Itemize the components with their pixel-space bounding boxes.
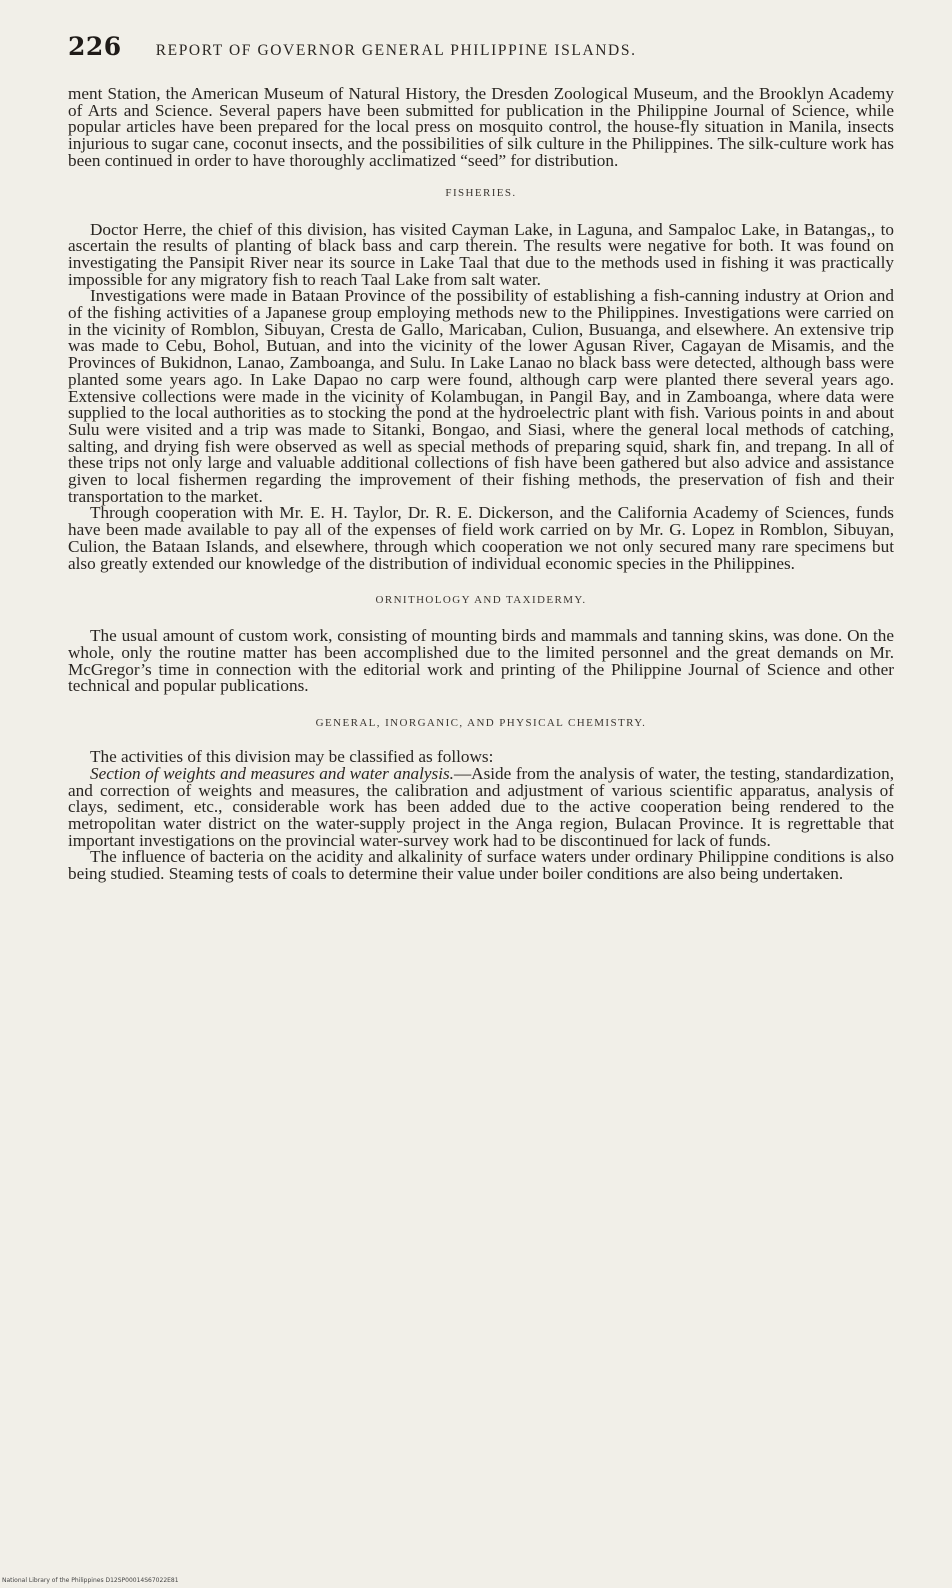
chemistry-subsection-paragraph: [68, 763, 894, 850]
section-heading-chemistry: GENERAL, INORGANIC, AND PHYSICAL CHEMISTRY.: [315, 717, 647, 730]
subsection-text: —Aside from the analysis of water, the testing, standardization, and correction of weights and measures, the calibration and adjustment of various scientific apparatus, analysis of clays, sediment, etc., considerable work has been added due to the active cooperation being rendered to the metropolitan water district on the water-supply project in the Anga region, Bulacan Province. It is regrettable that important investigations on the provincial water-survey work had to be discontinued for lack of funds.: [68, 763, 894, 850]
ornithology-paragraph-1: The usual amount of custom work, consisting of mounting birds and mammals and tanning skins, was done. On the whole, only the routine matter has been accomplished due to the limited personnel and the great demands on Mr. McGregor’s time in connection with the editorial work and printing of the Philippine Journal of Science and other technical and popular publications.: [68, 626, 894, 696]
page-header: [68, 32, 888, 64]
section-heading-ornithology: ORNITHOLOGY AND TAXIDERMY.: [375, 594, 587, 607]
page-body: [68, 86, 894, 883]
chemistry-intro-paragraph: The activities of this division may be classified as follows:: [90, 747, 494, 767]
scan-source-note: National Library of the Philippines D12SP00014S67022E81: [2, 1577, 179, 1584]
fisheries-paragraph-3: Through cooperation with Mr. E. H. Taylor, Dr. R. E. Dickerson, and the California Academy of Sciences, funds have been made available to pay all of the expenses of field work carried on by Mr. G. Lopez in Romblon, Sibuyan, Culion, the Bataan Islands, and elsewhere, through which cooperation we not only secured many rare specimens but also greatly extended our knowledge of the distribution of individual economic species in the Philippines.: [68, 503, 894, 573]
chemistry-closing-paragraph: The influence of bacteria on the acidity and alkalinity of surface waters under ordinary Philippine conditions is also being studied. Steaming tests of coals to determine their value under boiler conditions are also being undertaken.: [68, 847, 894, 884]
fisheries-paragraph-2: Investigations were made in Bataan Province of the possibility of establishing a fish-canning industry at Orion and of the fishing activities of a Japanese group employing methods new to the Philippines. Investigations were carried on in the vicinity of Romblon, Sibuyan, Cresta de Gallo, Maricaban, Culion, Busuanga, and elsewhere. An extensive trip was made to Cebu, Bohol, Butuan, and into the vicinity of the lower Agusan River, Cagayan de Misamis, and the Provinces of Bukidnon, Lanao, Zamboanga, and Sulu. In Lake Lanao no black bass were detected, although bass were planted some years ago. In Lake Dapao no carp were found, although carp were planted there several years ago. Extensive collections were made in the vicinity of Kolambugan, in Pangil Bay, and in Zamboanga, where data were supplied to the local authorities as to stocking the pond at the hydroelectric plant with fish. Various points in and about Sulu were visited and a trip was made to Sitanki, Bongao, and Siasi, where the general local methods of catching, salting, and drying fish were observed as well as special methods of preparing squid, shark fin, and trepang. In all of these trips not only large and valuable additional collections of fish have been gathered but also advice and assistance given to local fishermen regarding the improvement of their fishing methods, the preservation of fish and their transportation to the market.: [68, 286, 894, 506]
running-title: REPORT OF GOVERNOR GENERAL PHILIPPINE ISLANDS.: [155, 42, 637, 59]
subsection-title: Section of weights and measures and water analysis.: [90, 763, 454, 783]
continued-paragraph: ment Station, the American Museum of Natural History, the Dresden Zoological Museum, and the Brooklyn Academy of Arts and Science. Several papers have been submitted for publication in the Philippine Journal of Science, while popular articles have been prepared for the local press on mosquito control, the house-fly situation in Manila, insects injurious to sugar cane, coconut insects, and the possibilities of silk culture in the Philippines. The silk-culture work has been continued in order to have thoroughly acclimatized “seed” for distribution.: [68, 84, 894, 170]
section-heading-fisheries: FISHERIES.: [445, 186, 517, 199]
page-number: 226: [68, 32, 122, 61]
fisheries-paragraph-1: Doctor Herre, the chief of this division, has visited Cayman Lake, in Laguna, and Sampaloc Lake, in Batangas,, to ascertain the results of planting of black bass and carp therein. The results were negative for both. It was found on investigating the Pansipit River near its source in Lake Taal that due to the methods used in fishing it was practically impossible for any migratory fish to reach Taal Lake from salt water.: [68, 219, 894, 289]
